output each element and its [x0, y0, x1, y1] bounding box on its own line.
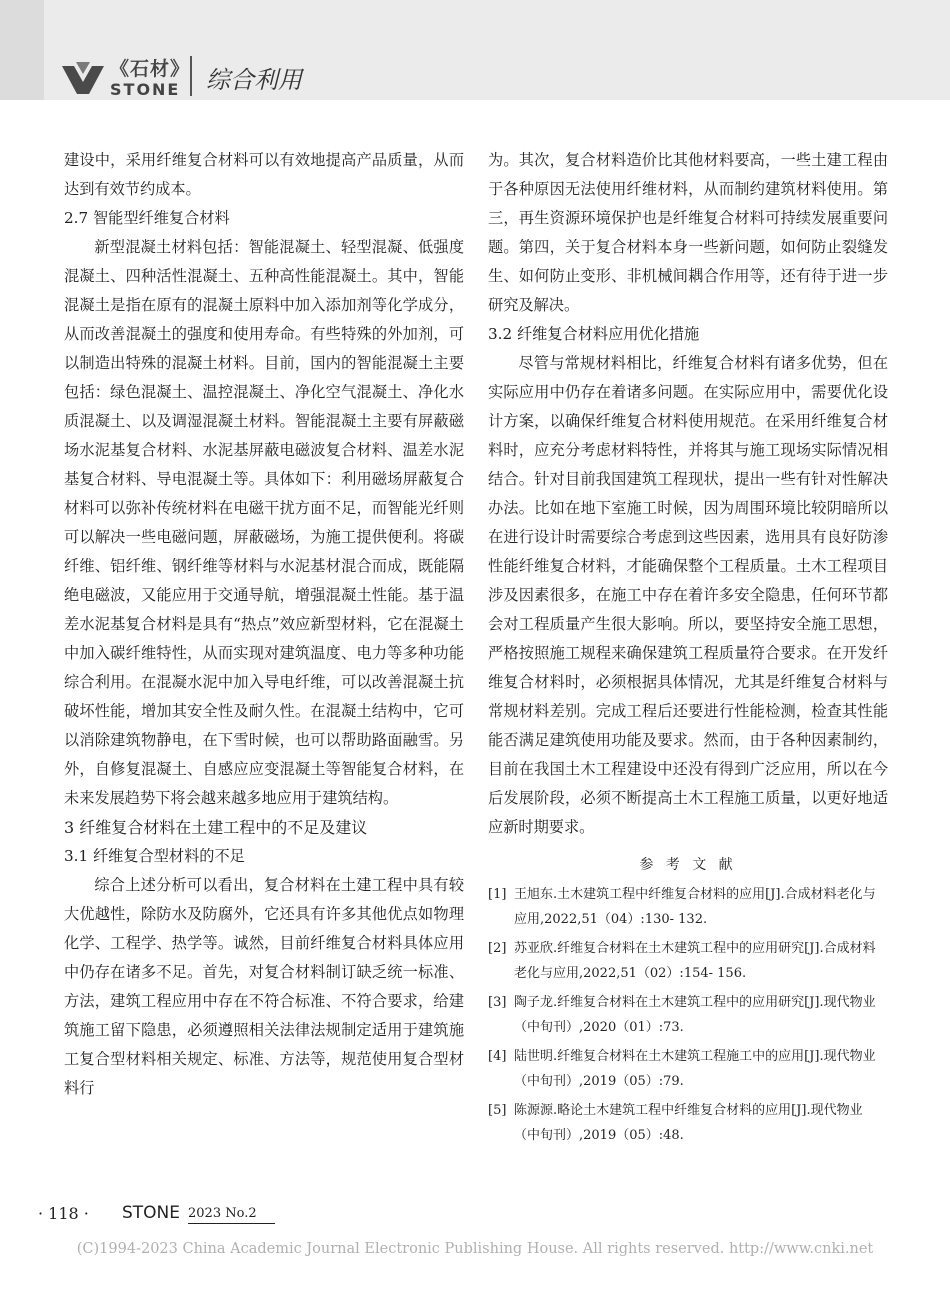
right-column: [488, 146, 888, 1152]
references-title: 参 考 文 献: [639, 857, 737, 873]
footer-journal: STONE: [122, 1203, 181, 1223]
paragraph: 为。其次，复合材料造价比其他材料要高，一些土建工程由于各种原因无法使用纤维材料，从而制约建筑材料使用。第三，再生资源环境保护也是纤维复合材料可持续发展重要问题。第四，关于复合材料本身一些新问题，如何防止裂缝发生、如何防止变形、非机械间耦合作用等，还有待于进一步研究及解决。: [488, 151, 888, 314]
reference-text: 陈源源.略论土木建筑工程中纤维复合材料的应用[J].现代物业（中旬刊）,2019（05）:48.: [514, 1103, 863, 1143]
journal-name-en: STONE: [110, 80, 181, 99]
left-column: [64, 146, 464, 1103]
page-number: · 118 ·: [38, 1204, 89, 1223]
reference-number: [2]: [488, 941, 507, 956]
reference-text: 苏亚欣.纤维复合材料在土木建筑工程中的应用研究[J].合成材料老化与应用,2022,51（02）:154- 156.: [514, 941, 876, 981]
section-title: 综合利用: [206, 66, 302, 94]
sidebar-band: [0, 0, 44, 100]
paragraph: 新型混凝土材料包括：智能混凝土、轻型混凝、低强度混凝土、四种活性混凝土、五种高性能混凝土。其中，智能混凝土是指在原有的混凝土原料中加入添加剂等化学成分，从而改善混凝土的强度和使用寿命。有些特殊的外加剂，可以制造出特殊的混凝土材料。目前，国内的智能混凝土主要包括：绿色混凝土、温控混凝土、净化空气混凝土、净化水质混凝土、以及调湿混凝土材料。智能混凝土主要有屏蔽磁场水泥基复合材料、水泥基屏蔽电磁波复合材料、温差水泥基复合材料、导电混凝土等。具体如下：利用磁场屏蔽复合材料可以弥补传统材料在电磁干扰方面不足，而智能光纤则可以解决一些电磁问题，屏蔽磁场，为施工提供便利。将碳纤维、铝纤维、钢纤维等材料与水泥基材混合而成，既能隔绝电磁波，又能应用于交通导航，增强混凝土性能。基于温差水泥基复合材料是具有“热点”效应新型材料，它在混凝土中加入碳纤维特性，从而实现对建筑温度、电力等多种功能综合利用。在混凝水泥中加入导电纤维，可以改善混凝土抗破坏性能，增加其安全性及耐久性。在混凝土结构中，它可以消除建筑物静电，在下雪时候，也可以帮助路面融雪。另外，自修复混凝土、自感应应变混凝土等智能复合材料，在未来发展趋势下将会越来越多地应用于建筑结构。: [64, 238, 464, 807]
reference-text: 王旭东.土木建筑工程中纤维复合材料的应用[J].合成材料老化与应用,2022,51（04）:130- 132.: [514, 887, 876, 927]
section-heading: 3.2 纤维复合材料应用优化措施: [488, 325, 700, 343]
reference-number: [3]: [488, 995, 507, 1010]
right-column-body: [488, 146, 888, 842]
reference-item: [488, 1098, 888, 1148]
paragraph: 建设中，采用纤维复合材料可以有效地提高产品质量，从而达到有效节约成本。: [64, 151, 464, 198]
copyright-notice: (C)1994-2023 China Academic Journal Electronic Publishing House. All rights reserved. http://www.cnki.net: [76, 1241, 874, 1257]
reference-item: [488, 990, 888, 1040]
reference-item: [488, 882, 888, 932]
reference-text: 陶子龙.纤维复合材料在土木建筑工程中的应用研究[J].现代物业（中旬刊）,2020（01）:73.: [514, 995, 876, 1035]
header-divider: [190, 56, 192, 96]
stone-logo-icon: [60, 58, 106, 98]
reference-number: [1]: [488, 887, 507, 902]
section-heading: 2.7 智能型纤维复合材料: [64, 209, 230, 227]
references-list: [488, 882, 888, 1148]
footer-issue: 2023 No.2: [188, 1206, 275, 1224]
reference-number: [4]: [488, 1049, 507, 1064]
reference-text: 陆世明.纤维复合材料在土木建筑工程施工中的应用[J].现代物业（中旬刊）,2019（05）:79.: [514, 1049, 876, 1089]
journal-name-cn: 《石材》: [110, 58, 191, 80]
journal-logo: [60, 52, 190, 102]
paragraph: 尽管与常规材料相比，纤维复合材料有诸多优势，但在实际应用中仍存在着诸多问题。在实际应用中，需要优化设计方案，以确保纤维复合材料使用规范。在采用纤维复合材料时，应充分考虑材料特性，并将其与施工现场实际情况相结合。针对目前我国建筑工程现状，提出一些有针对性解决办法。比如在地下室施工时候，因为周围环境比较阴暗所以在进行设计时需要综合考虑到这些因素，选用具有良好防渗性能纤维复合材料，才能确保整个工程质量。土木工程项目涉及因素很多，在施工中存在着许多安全隐患，任何环节都会对工程质量产生很大影响。所以，要坚持安全施工思想，严格按照施工规程来确保建筑工程质量符合要求。在开发纤维复合材料时，必须根据具体情况，尤其是纤维复合材料与常规材料差别。完成工程后还要进行性能检测，检查其性能能否满足建筑使用功能及要求。然而，由于各种因素制约，目前在我国土木工程建设中还没有得到广泛应用，所以在今后发展阶段，必须不断提高土木工程施工质量，以更好地适应新时期要求。: [488, 354, 888, 836]
section-heading: 3.1 纤维复合型材料的不足: [64, 847, 245, 865]
reference-item: [488, 1044, 888, 1094]
reference-item: [488, 936, 888, 986]
reference-number: [5]: [488, 1103, 507, 1118]
paragraph: 综合上述分析可以看出，复合材料在土建工程中具有较大优越性，除防水及防腐外，它还具有许多其他优点如物理化学、工程学、热学等。诚然，目前纤维复合材料具体应用中仍存在诸多不足。首先，对复合材料制订缺乏统一标准、方法，建筑工程应用中存在不符合标准、不符合要求，给建筑施工留下隐患，必须遵照相关法律法规制定适用于建筑施工复合型材料相关规定、标准、方法等，规范使用复合型材料行: [64, 876, 464, 1097]
chapter-heading: 3 纤维复合材料在土建工程中的不足及建议: [64, 818, 368, 837]
